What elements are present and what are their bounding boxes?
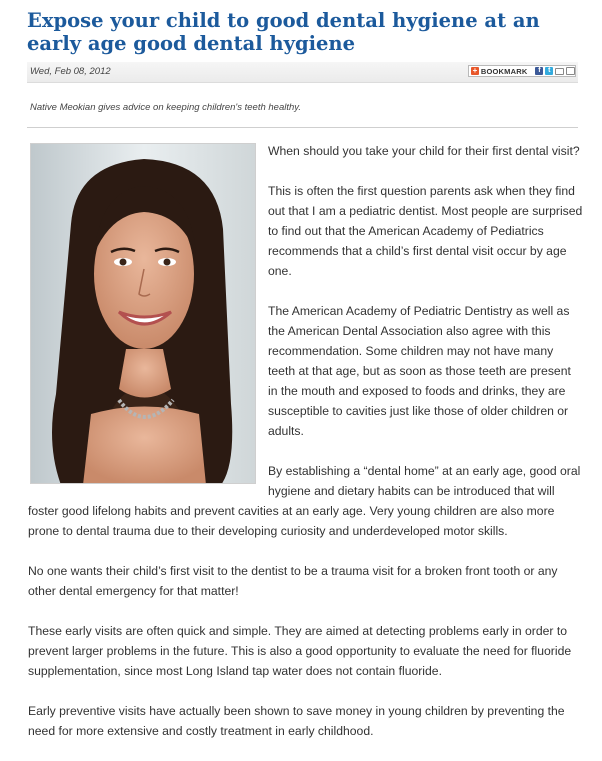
article-body: [28, 141, 583, 761]
divider: [27, 127, 578, 128]
more-icon[interactable]: [566, 67, 575, 75]
paragraph: No one wants their child’s first visit to the dentist to be a trauma visit for a broken front tooth or any other dental emergency for that matter!: [28, 564, 558, 598]
bookmark-button[interactable]: [468, 65, 576, 77]
paragraph: Early preventive visits have actually been shown to save money in young children by preventing the need for more extensive and costly treatment in early childhood.: [28, 704, 565, 738]
photo-caption: Native Meokian gives advice on keeping children's teeth healthy.: [30, 102, 301, 113]
plus-icon: +: [472, 66, 478, 75]
article-meta-bar: [27, 62, 578, 83]
paragraph: These early visits are often quick and simple. They are aimed at detecting problems early in order to prevent larger problems in the future. This is also a good opportunity to evaluate the need for fluoride supplementation, since most Long Island tap water does not contain fluoride.: [28, 624, 572, 678]
facebook-icon[interactable]: f: [535, 67, 543, 75]
article-title: Expose your child to good dental hygiene at an early age good dental hygiene: [27, 9, 540, 55]
paragraph: By establishing a “dental home” at an early age, good oral hygiene and dietary habits can be introduced that will foster good lifelong habits and prevent cavities at an early age. Very young children are also more prone to dental trauma due to their developing curiosity and underdeveloped motor skills.: [28, 464, 581, 538]
paragraph: When should you take your child for their first dental visit?: [268, 144, 580, 158]
paragraph: This is often the first question parents ask when they find out that I am a pediatric dentist. Most people are surprised to find out that the American Academy of Pediatrics recommends that a child’s first dental visit occur by age one.: [268, 184, 583, 278]
article-date: Wed, Feb 08, 2012: [30, 66, 111, 77]
paragraph: The American Academy of Pediatric Dentistry as well as the American Dental Association also agree with this recommendation. Some children may not have many teeth at that age, but as soon as those teeth are present in the mouth and exposed to foods and drinks, they are susceptible to cavities just like those of older children or adults.: [268, 304, 571, 438]
bookmark-label: BOOKMARK: [480, 66, 528, 76]
email-icon[interactable]: [555, 68, 564, 75]
twitter-icon[interactable]: t: [545, 67, 553, 75]
